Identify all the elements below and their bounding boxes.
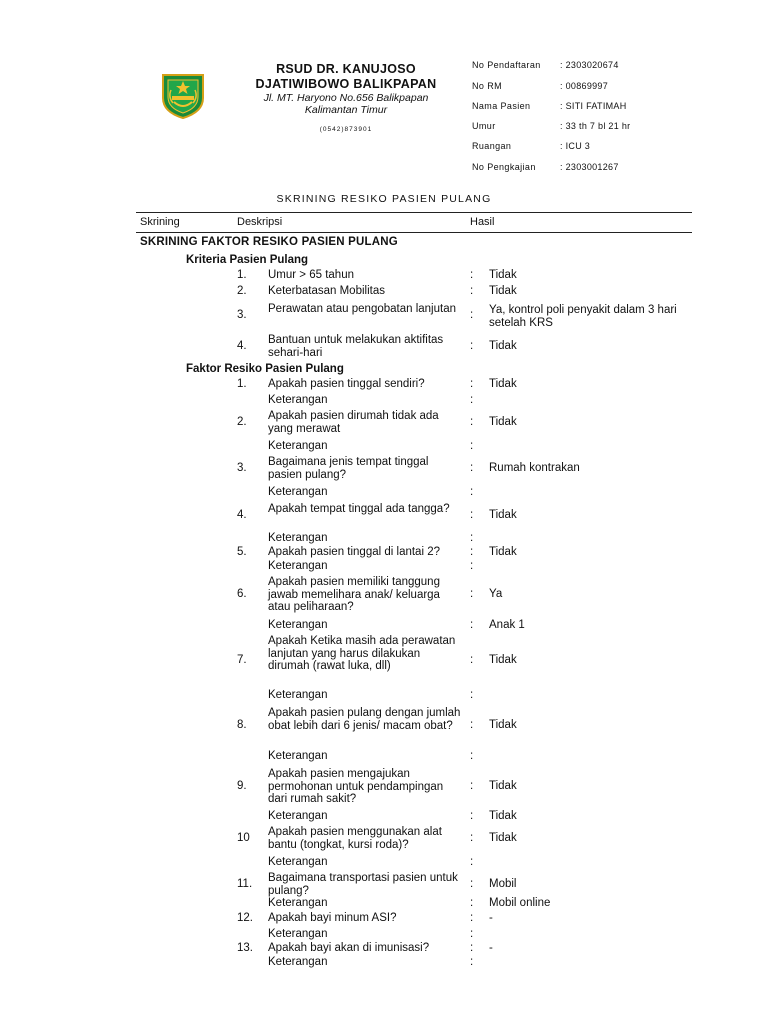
item-description: Apakah pasien pulang dengan jumlah obat lebih dari 6 jenis/ macam obat? xyxy=(268,707,461,732)
item-description: Bagaimana jenis tempat tinggal pasien pulang? xyxy=(268,456,429,481)
item-result: Anak 1 xyxy=(489,619,525,631)
table-row xyxy=(0,269,768,283)
info-label: No Pengkajian xyxy=(472,162,536,172)
item-description: Apakah pasien mengajukan permohonan untuk pendampingan dari rumah sakit? xyxy=(268,768,444,805)
table-row xyxy=(0,635,768,687)
table-row xyxy=(0,872,768,900)
info-label: No Pendaftaran xyxy=(472,60,541,70)
item-number: 3. xyxy=(237,309,247,321)
value-separator: : xyxy=(470,394,474,406)
item-result: Tidak xyxy=(489,416,517,428)
subsection-row xyxy=(0,363,768,377)
value-separator: : xyxy=(470,269,474,281)
item-description: Keterangan xyxy=(268,956,328,968)
item-description: Apakah bayi akan di imunisasi? xyxy=(268,942,430,954)
hospital-address-line-2: Kalimantan Timur xyxy=(304,104,388,116)
value-separator: : xyxy=(470,780,474,793)
item-result: - xyxy=(489,912,493,924)
item-description: Umur > 65 tahun xyxy=(268,269,354,281)
item-description: Keterangan xyxy=(268,440,328,452)
hospital-address-line-1: Jl. MT. Haryono No.656 Balikpapan xyxy=(263,92,429,104)
item-description: Keterangan xyxy=(268,560,328,572)
item-description: Keterangan xyxy=(268,750,328,762)
item-description: Keterangan xyxy=(268,394,328,406)
table-row xyxy=(0,810,768,824)
item-description: Keterangan xyxy=(268,689,328,701)
subsection-title: Faktor Resiko Pasien Pulang xyxy=(186,363,344,375)
item-description: Keterangan xyxy=(268,897,328,909)
item-result: Tidak xyxy=(489,509,517,521)
item-result: Ya xyxy=(489,588,503,601)
item-number: 2. xyxy=(237,285,247,297)
item-description: Apakah bayi minum ASI? xyxy=(268,912,397,924)
table-row xyxy=(0,619,768,633)
item-description: Keterangan xyxy=(268,532,328,544)
value-separator: : xyxy=(470,912,474,924)
item-description: Apakah pasien dirumah tidak ada yang merawat xyxy=(268,410,439,435)
item-result: Tidak xyxy=(489,269,517,281)
item-number: 1. xyxy=(237,269,247,281)
table-row xyxy=(0,410,768,438)
item-number: 4. xyxy=(237,340,247,352)
value-separator: : xyxy=(470,532,474,544)
table-row xyxy=(0,912,768,926)
item-number: 8. xyxy=(237,719,247,732)
value-separator: : xyxy=(470,956,474,968)
table-row xyxy=(0,897,768,911)
table-top-rule xyxy=(136,212,692,213)
info-label: No RM xyxy=(472,81,503,91)
item-result: Tidak xyxy=(489,780,517,793)
value-separator: : xyxy=(470,832,474,844)
section-title: SKRINING FAKTOR RESIKO PASIEN PULANG xyxy=(140,236,398,248)
subsection-row xyxy=(0,254,768,268)
item-number: 6. xyxy=(237,588,247,601)
item-number: 3. xyxy=(237,462,247,474)
value-separator: : xyxy=(470,942,474,954)
item-result: Rumah kontrakan xyxy=(489,462,580,474)
table-row xyxy=(0,856,768,870)
item-description: Keterangan xyxy=(268,856,328,868)
item-number: 12. xyxy=(237,912,253,924)
value-separator: : xyxy=(470,810,474,822)
item-result: Ya, kontrol poli penyakit dalam 3 hari setelah KRS xyxy=(489,304,677,329)
item-result: - xyxy=(489,942,493,954)
value-separator: : xyxy=(470,928,474,940)
item-result: Tidak xyxy=(489,653,517,666)
item-description: Apakah Ketika masih ada perawatan lanjutan yang harus dilakukan dirumah (rawat luka, dll) xyxy=(268,635,456,672)
table-row xyxy=(0,942,768,956)
value-separator: : xyxy=(470,856,474,868)
item-result: Tidak xyxy=(489,832,517,844)
hospital-name-line-2: DJATIWIBOWO BALIKPAPAN xyxy=(255,77,437,91)
hospital-header xyxy=(236,62,456,133)
item-number: 13. xyxy=(237,942,253,954)
info-value: : 00869997 xyxy=(560,81,609,91)
value-separator: : xyxy=(470,462,474,474)
table-row xyxy=(0,486,768,500)
info-value: : ICU 3 xyxy=(560,141,591,151)
item-result: Tidak xyxy=(489,285,517,297)
value-separator: : xyxy=(470,750,474,762)
table-header-rule xyxy=(136,232,692,233)
item-description: Bagaimana transportasi pasien untuk pulang? xyxy=(268,872,458,897)
value-separator: : xyxy=(470,588,474,601)
value-separator: : xyxy=(470,546,474,558)
info-value: : 2303020674 xyxy=(560,60,619,70)
item-result: Mobil xyxy=(489,878,517,890)
value-separator: : xyxy=(470,719,474,732)
item-description: Apakah tempat tinggal ada tangga? xyxy=(268,503,450,515)
item-number: 5. xyxy=(237,546,247,558)
value-separator: : xyxy=(470,309,474,321)
item-number: 10 xyxy=(237,832,250,844)
item-description: Apakah pasien tinggal sendiri? xyxy=(268,378,425,390)
item-description: Apakah pasien tinggal di lantai 2? xyxy=(268,546,440,558)
value-separator: : xyxy=(470,340,474,352)
item-result: Tidak xyxy=(489,546,517,558)
item-description: Apakah pasien menggunakan alat bantu (tongkat, kursi roda)? xyxy=(268,826,442,851)
header-deskripsi: Deskripsi xyxy=(237,216,283,228)
table-row xyxy=(0,440,768,454)
value-separator: : xyxy=(470,689,474,701)
table-row xyxy=(0,707,768,747)
item-number: 1. xyxy=(237,378,247,390)
value-separator: : xyxy=(470,486,474,498)
info-label: Umur xyxy=(472,121,496,131)
item-number: 11. xyxy=(237,878,253,890)
table-row xyxy=(0,285,768,299)
table-row xyxy=(0,532,768,544)
item-description: Perawatan atau pengobatan lanjutan xyxy=(268,303,456,315)
header-hasil: Hasil xyxy=(470,216,495,228)
table-row xyxy=(0,560,768,572)
item-description: Keterbatasan Mobilitas xyxy=(268,285,385,297)
table-row xyxy=(0,334,768,362)
table-row xyxy=(0,394,768,408)
item-result: Tidak xyxy=(489,810,517,822)
item-result: Mobil online xyxy=(489,897,551,909)
item-number: 4. xyxy=(237,509,247,521)
item-result: Tidak xyxy=(489,719,517,732)
table-row xyxy=(0,576,768,616)
document-title: SKRINING RESIKO PASIEN PULANG xyxy=(276,193,492,205)
header-skrining: Skrining xyxy=(140,216,180,228)
table-row xyxy=(0,456,768,484)
item-result: Tidak xyxy=(489,378,517,390)
item-number: 7. xyxy=(237,653,247,666)
info-value: : SITI FATIMAH xyxy=(560,101,627,111)
table-row xyxy=(0,928,768,942)
item-description: Bantuan untuk melakukan aktifitas sehari-hari xyxy=(268,334,444,359)
value-separator: : xyxy=(470,285,474,297)
table-row xyxy=(0,303,768,331)
value-separator: : xyxy=(470,440,474,452)
item-number: 9. xyxy=(237,780,247,793)
value-separator: : xyxy=(470,897,474,909)
item-description: Keterangan xyxy=(268,486,328,498)
table-row xyxy=(0,378,768,392)
item-number: 2. xyxy=(237,416,247,428)
info-value: : 2303001267 xyxy=(560,162,619,172)
table-row xyxy=(0,503,768,531)
info-value: : 33 th 7 bl 21 hr xyxy=(560,121,631,131)
table-row xyxy=(0,689,768,703)
item-description: Keterangan xyxy=(268,810,328,822)
table-row xyxy=(0,956,768,970)
table-row xyxy=(0,546,768,560)
table-row xyxy=(0,750,768,764)
value-separator: : xyxy=(470,619,474,631)
subsection-title: Kriteria Pasien Pulang xyxy=(186,254,309,266)
value-separator: : xyxy=(470,509,474,521)
item-description: Keterangan xyxy=(268,928,328,940)
value-separator: : xyxy=(470,560,474,572)
hospital-logo-icon xyxy=(160,72,206,120)
item-description: Keterangan xyxy=(268,619,328,631)
hospital-phone: (0542)873901 xyxy=(319,126,373,133)
value-separator: : xyxy=(470,416,474,428)
table-row xyxy=(0,768,768,808)
info-label: Ruangan xyxy=(472,141,512,151)
hospital-name-line-1: RSUD DR. KANUJOSO xyxy=(276,62,416,76)
info-label: Nama Pasien xyxy=(472,101,531,111)
value-separator: : xyxy=(470,378,474,390)
value-separator: : xyxy=(470,878,474,890)
table-row xyxy=(0,826,768,854)
item-result: Tidak xyxy=(489,340,517,352)
item-description: Apakah pasien memiliki tanggung jawab memelihara anak/ keluarga atau peliharaan? xyxy=(268,576,440,613)
value-separator: : xyxy=(470,653,474,666)
